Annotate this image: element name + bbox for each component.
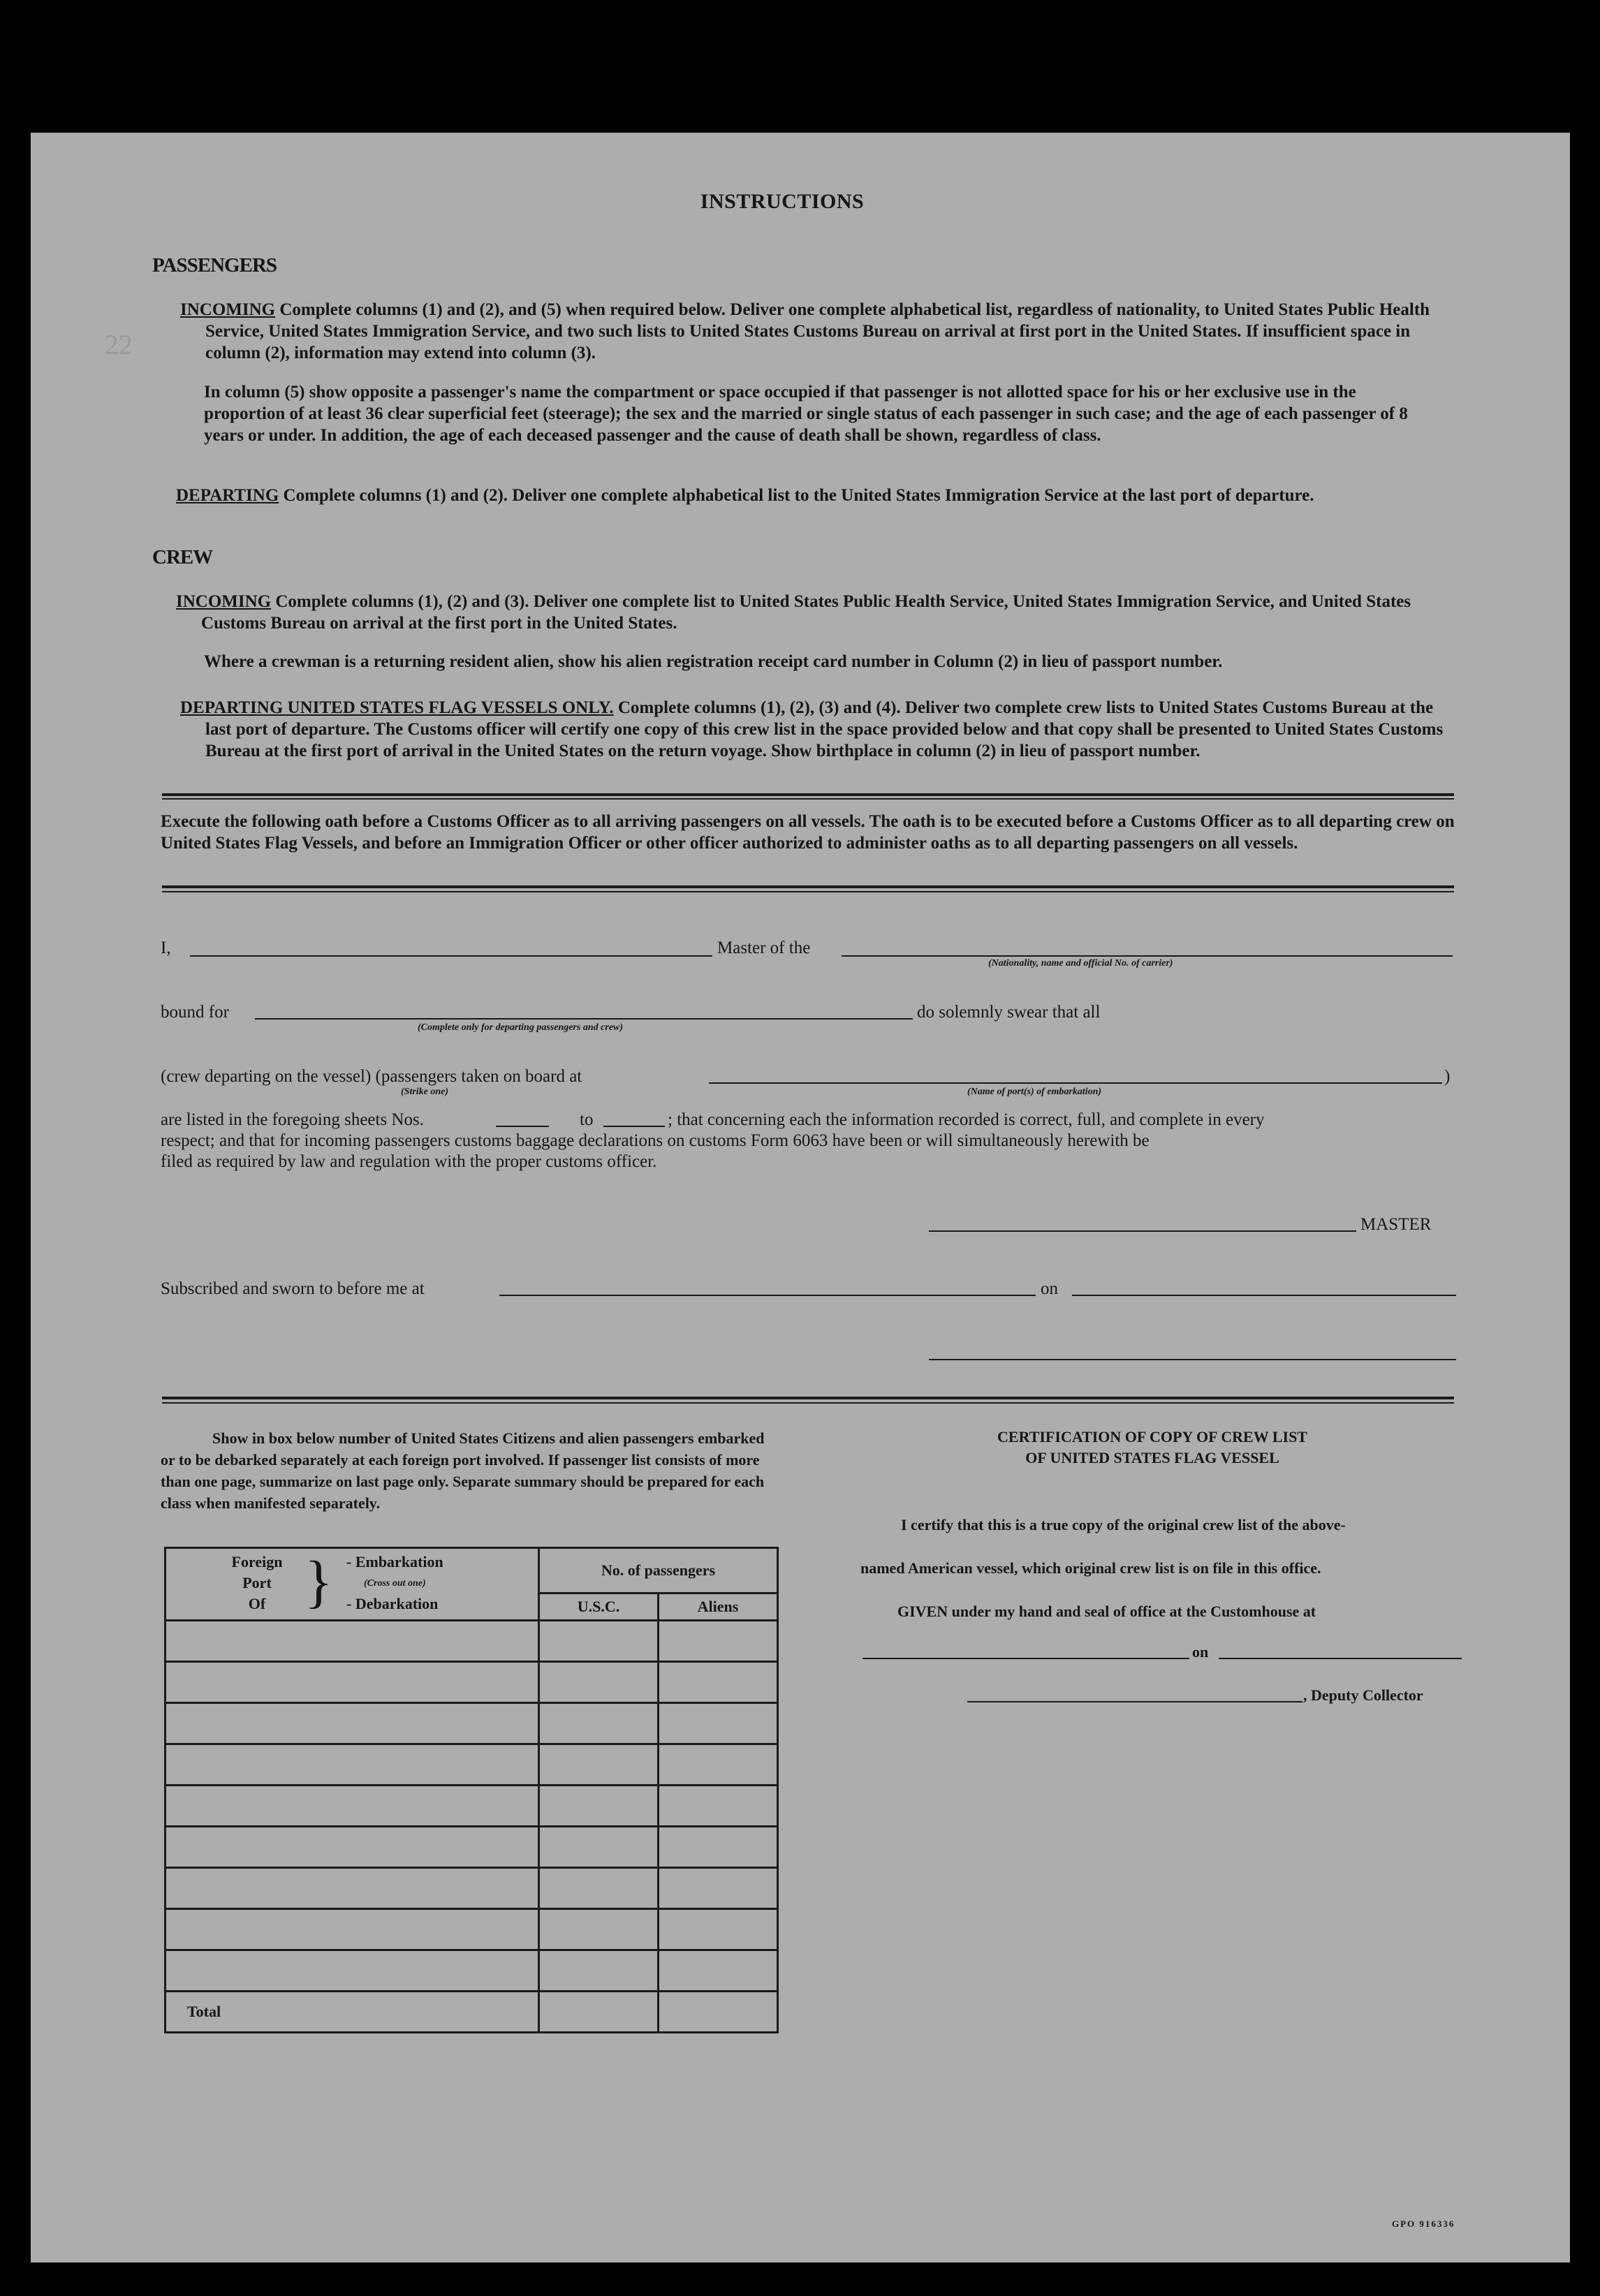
certification-line-2: named American vessel, which original crew list is on file in this office. — [860, 1559, 1321, 1577]
sworn-place-line — [499, 1295, 1036, 1296]
destination-line — [255, 1018, 913, 1020]
passengers-incoming — [180, 299, 1453, 364]
passengers-departing-text: Complete columns (1) and (2). Deliver one complete alphabetical list to the United States Immigration Service at the last port of departure. — [283, 486, 1314, 505]
certification-date-line — [1219, 1658, 1462, 1659]
certification-title-2: OF UNITED STATES FLAG VESSEL — [1025, 1449, 1279, 1466]
of-label: Of — [248, 1595, 266, 1612]
divider — [162, 1402, 1454, 1404]
sheet-to-line — [603, 1126, 665, 1127]
usc-cell[interactable] — [539, 1621, 659, 1662]
sheet-from-line — [496, 1126, 549, 1127]
summary-instruction: Show in box below number of United States Citizens and alien passengers embarked or to be debarked separately at each foreign port involved. If passenger list consists of more than one page, summarize on last page only. Separate summary should be prepared for each class when manifested separately. — [161, 1429, 765, 1512]
usc-cell[interactable] — [539, 1744, 659, 1786]
cross-out-hint: (Cross out one) — [364, 1578, 426, 1589]
port-cell[interactable] — [166, 1950, 539, 1992]
port-cell[interactable] — [166, 1868, 539, 1909]
aliens-cell[interactable] — [659, 1786, 778, 1827]
crew-departing-label: DEPARTING UNITED STATES FLAG VESSELS ONLY. — [180, 698, 614, 717]
bound-hint: (Complete only for departing passengers and crew) — [418, 1022, 623, 1033]
usc-cell[interactable] — [539, 1662, 659, 1703]
table-row — [166, 1909, 778, 1950]
table-header-row — [166, 1548, 778, 1594]
table-row — [166, 1621, 778, 1662]
master-signature-line — [929, 1230, 1356, 1232]
total-label: Total — [166, 1992, 539, 2033]
gpo-number: GPO 916336 — [1392, 2218, 1455, 2229]
master-name-line — [190, 955, 712, 957]
usc-cell[interactable] — [539, 1703, 659, 1744]
certification-line-1: I certify that this is a true copy of the original crew list of the above- — [901, 1516, 1346, 1533]
divider — [162, 885, 1454, 888]
foreign-label: Foreign — [231, 1553, 283, 1570]
passengers-heading: PASSENGERS — [152, 254, 277, 277]
sworn-date-line — [1072, 1295, 1456, 1296]
carrier-line — [842, 955, 1453, 957]
carrier-hint: (Nationality, name and official No. of carrier) — [988, 958, 1173, 969]
no-passengers-header: No. of passengers — [539, 1548, 778, 1594]
certification-line-3: GIVEN under my hand and seal of office at the Customhouse at — [897, 1603, 1316, 1620]
port-cell[interactable] — [166, 1621, 539, 1662]
divider — [162, 793, 1454, 796]
oath-instruction: Execute the following oath before a Customs Officer as to all arriving passengers on all vessels. The oath is to be executed before a Customs Officer as to all departing crew on United States Flag Vessels, and before an Immigration Officer or other officer authorized to administer oaths as to all departing passengers on all vessels. — [161, 812, 1455, 853]
passengers-incoming-label: INCOMING — [180, 300, 276, 319]
aliens-cell[interactable] — [659, 1868, 778, 1909]
customhouse-line — [863, 1658, 1189, 1659]
margin-mark: 22 — [105, 329, 133, 360]
usc-cell[interactable] — [539, 1950, 659, 1992]
usc-header: U.S.C. — [539, 1594, 659, 1621]
sworn-on-label: on — [1041, 1279, 1058, 1298]
port-cell[interactable] — [166, 1909, 539, 1950]
deputy-collector-label: , Deputy Collector — [1303, 1686, 1423, 1704]
aliens-cell[interactable] — [659, 1703, 778, 1744]
listed-text-b: ; that concerning each the information recorded is correct, full, and complete in every — [668, 1110, 1265, 1129]
crew-incoming-text: Complete columns (1), (2) and (3). Deliver one complete list to United States Public Health Service, United States Immigration Service, and United States Customs Bureau on arrival at the first port in the United States. — [201, 592, 1411, 633]
master-of-the-label: Master of the — [717, 939, 811, 957]
close-paren: ) — [1444, 1067, 1451, 1086]
port-cell[interactable] — [166, 1662, 539, 1703]
aliens-cell[interactable] — [659, 1662, 778, 1703]
passengers-column5-text: In column (5) show opposite a passenger's name the compartment or space occupied if that passenger is not allotted space for his or her exclusive use in the proportion of at least 36 clear superficial feet (steerage); the sex and the married or single status of each passenger in such case; and the age of each passenger of 8 years or under. In addition, the age of each deceased passenger and the cause of death shall be shown, regardless of class. — [204, 383, 1408, 445]
table-row — [166, 1744, 778, 1786]
passengers-departing — [176, 485, 1453, 506]
listed-to: to — [580, 1110, 594, 1129]
usc-cell[interactable] — [539, 1786, 659, 1827]
table-row — [166, 1868, 778, 1909]
aliens-total-cell[interactable] — [659, 1992, 778, 2033]
passengers-incoming-text: Complete columns (1) and (2), and (5) when required below. Deliver one complete alphabetical list, regardless of nationality, to United States Public Health Service, United States Immigration Service, and two such lists to United States Customs Bureau on arrival at first port in the United States. If insufficient space in column (2), information may extend into column (3). — [205, 300, 1430, 362]
port-hint: (Name of port(s) of embarkation) — [967, 1087, 1102, 1097]
total-row — [166, 1992, 778, 2033]
certification-title-1: CERTIFICATION OF COPY OF CREW LIST — [997, 1428, 1307, 1445]
table-row — [166, 1703, 778, 1744]
port-cell[interactable] — [166, 1744, 539, 1786]
usc-cell[interactable] — [539, 1827, 659, 1868]
listed-text-c: respect; and that for incoming passengers customs baggage declarations on customs Form 6063 have been or will simultaneously herewith be — [161, 1131, 1150, 1150]
port-label: Port — [242, 1574, 272, 1591]
crew-incoming-label: INCOMING — [176, 592, 272, 611]
port-cell[interactable] — [166, 1703, 539, 1744]
aliens-cell[interactable] — [659, 1950, 778, 1992]
certification-on-label: on — [1192, 1643, 1209, 1661]
swear-text: do solemnly swear that all — [917, 1003, 1101, 1022]
table-row — [166, 1827, 778, 1868]
listed-text-d: filed as required by law and regulation with the proper customs officer. — [161, 1152, 657, 1171]
oath-i-label: I, — [161, 939, 171, 957]
port-cell[interactable] — [166, 1827, 539, 1868]
divider — [162, 798, 1454, 800]
aliens-cell[interactable] — [659, 1827, 778, 1868]
table-row — [166, 1786, 778, 1827]
bound-for-label: bound for — [161, 1003, 229, 1022]
master-label: MASTER — [1360, 1215, 1432, 1234]
embarkation-label: - Embarkation — [346, 1553, 443, 1570]
usc-cell[interactable] — [539, 1909, 659, 1950]
usc-cell[interactable] — [539, 1868, 659, 1909]
passengers-departing-label: DEPARTING — [176, 486, 279, 505]
aliens-header: Aliens — [659, 1594, 778, 1621]
subscribed-label: Subscribed and sworn to before me at — [161, 1279, 425, 1298]
brace-icon: } — [304, 1550, 333, 1614]
port-cell[interactable] — [166, 1786, 539, 1827]
divider — [162, 891, 1454, 892]
strike-hint: (Strike one) — [401, 1087, 449, 1097]
usc-total-cell[interactable] — [539, 1992, 659, 2033]
crew-departing-text: Complete columns (1), (2), (3) and (4). Deliver two complete crew lists to United States Customs Bureau at the last port of departure. The Customs officer will certify one copy of this crew list in the space provided below and that copy shall be presented to United States Customs Bureau at the first port of arrival in the United States on the return voyage. Show birthplace in column (2) in lieu of passport number. — [205, 698, 1444, 760]
debarkation-label: - Debarkation — [346, 1595, 439, 1612]
crew-heading: CREW — [152, 546, 213, 568]
crew-incoming — [176, 591, 1453, 634]
foreign-port-header — [166, 1548, 539, 1621]
crew-resident-text: Where a crewman is a returning resident alien, show his alien registration receipt card number in Column (2) in lieu of passport number. — [204, 652, 1223, 671]
deputy-signature-line — [967, 1701, 1302, 1702]
passenger-summary-table — [164, 1547, 779, 2033]
listed-text-a: are listed in the foregoing sheets Nos. — [161, 1110, 424, 1129]
embarkation-port-line — [709, 1082, 1442, 1084]
officer-signature-line — [929, 1359, 1456, 1360]
aliens-cell[interactable] — [659, 1744, 778, 1786]
crew-passengers-text: (crew departing on the vessel) (passengers taken on board at — [161, 1067, 582, 1086]
aliens-cell[interactable] — [659, 1621, 778, 1662]
page-title: INSTRUCTIONS — [700, 190, 865, 213]
table-row — [166, 1950, 778, 1992]
table-row — [166, 1662, 778, 1703]
crew-departing — [180, 697, 1453, 762]
divider — [162, 1397, 1454, 1399]
aliens-cell[interactable] — [659, 1909, 778, 1950]
